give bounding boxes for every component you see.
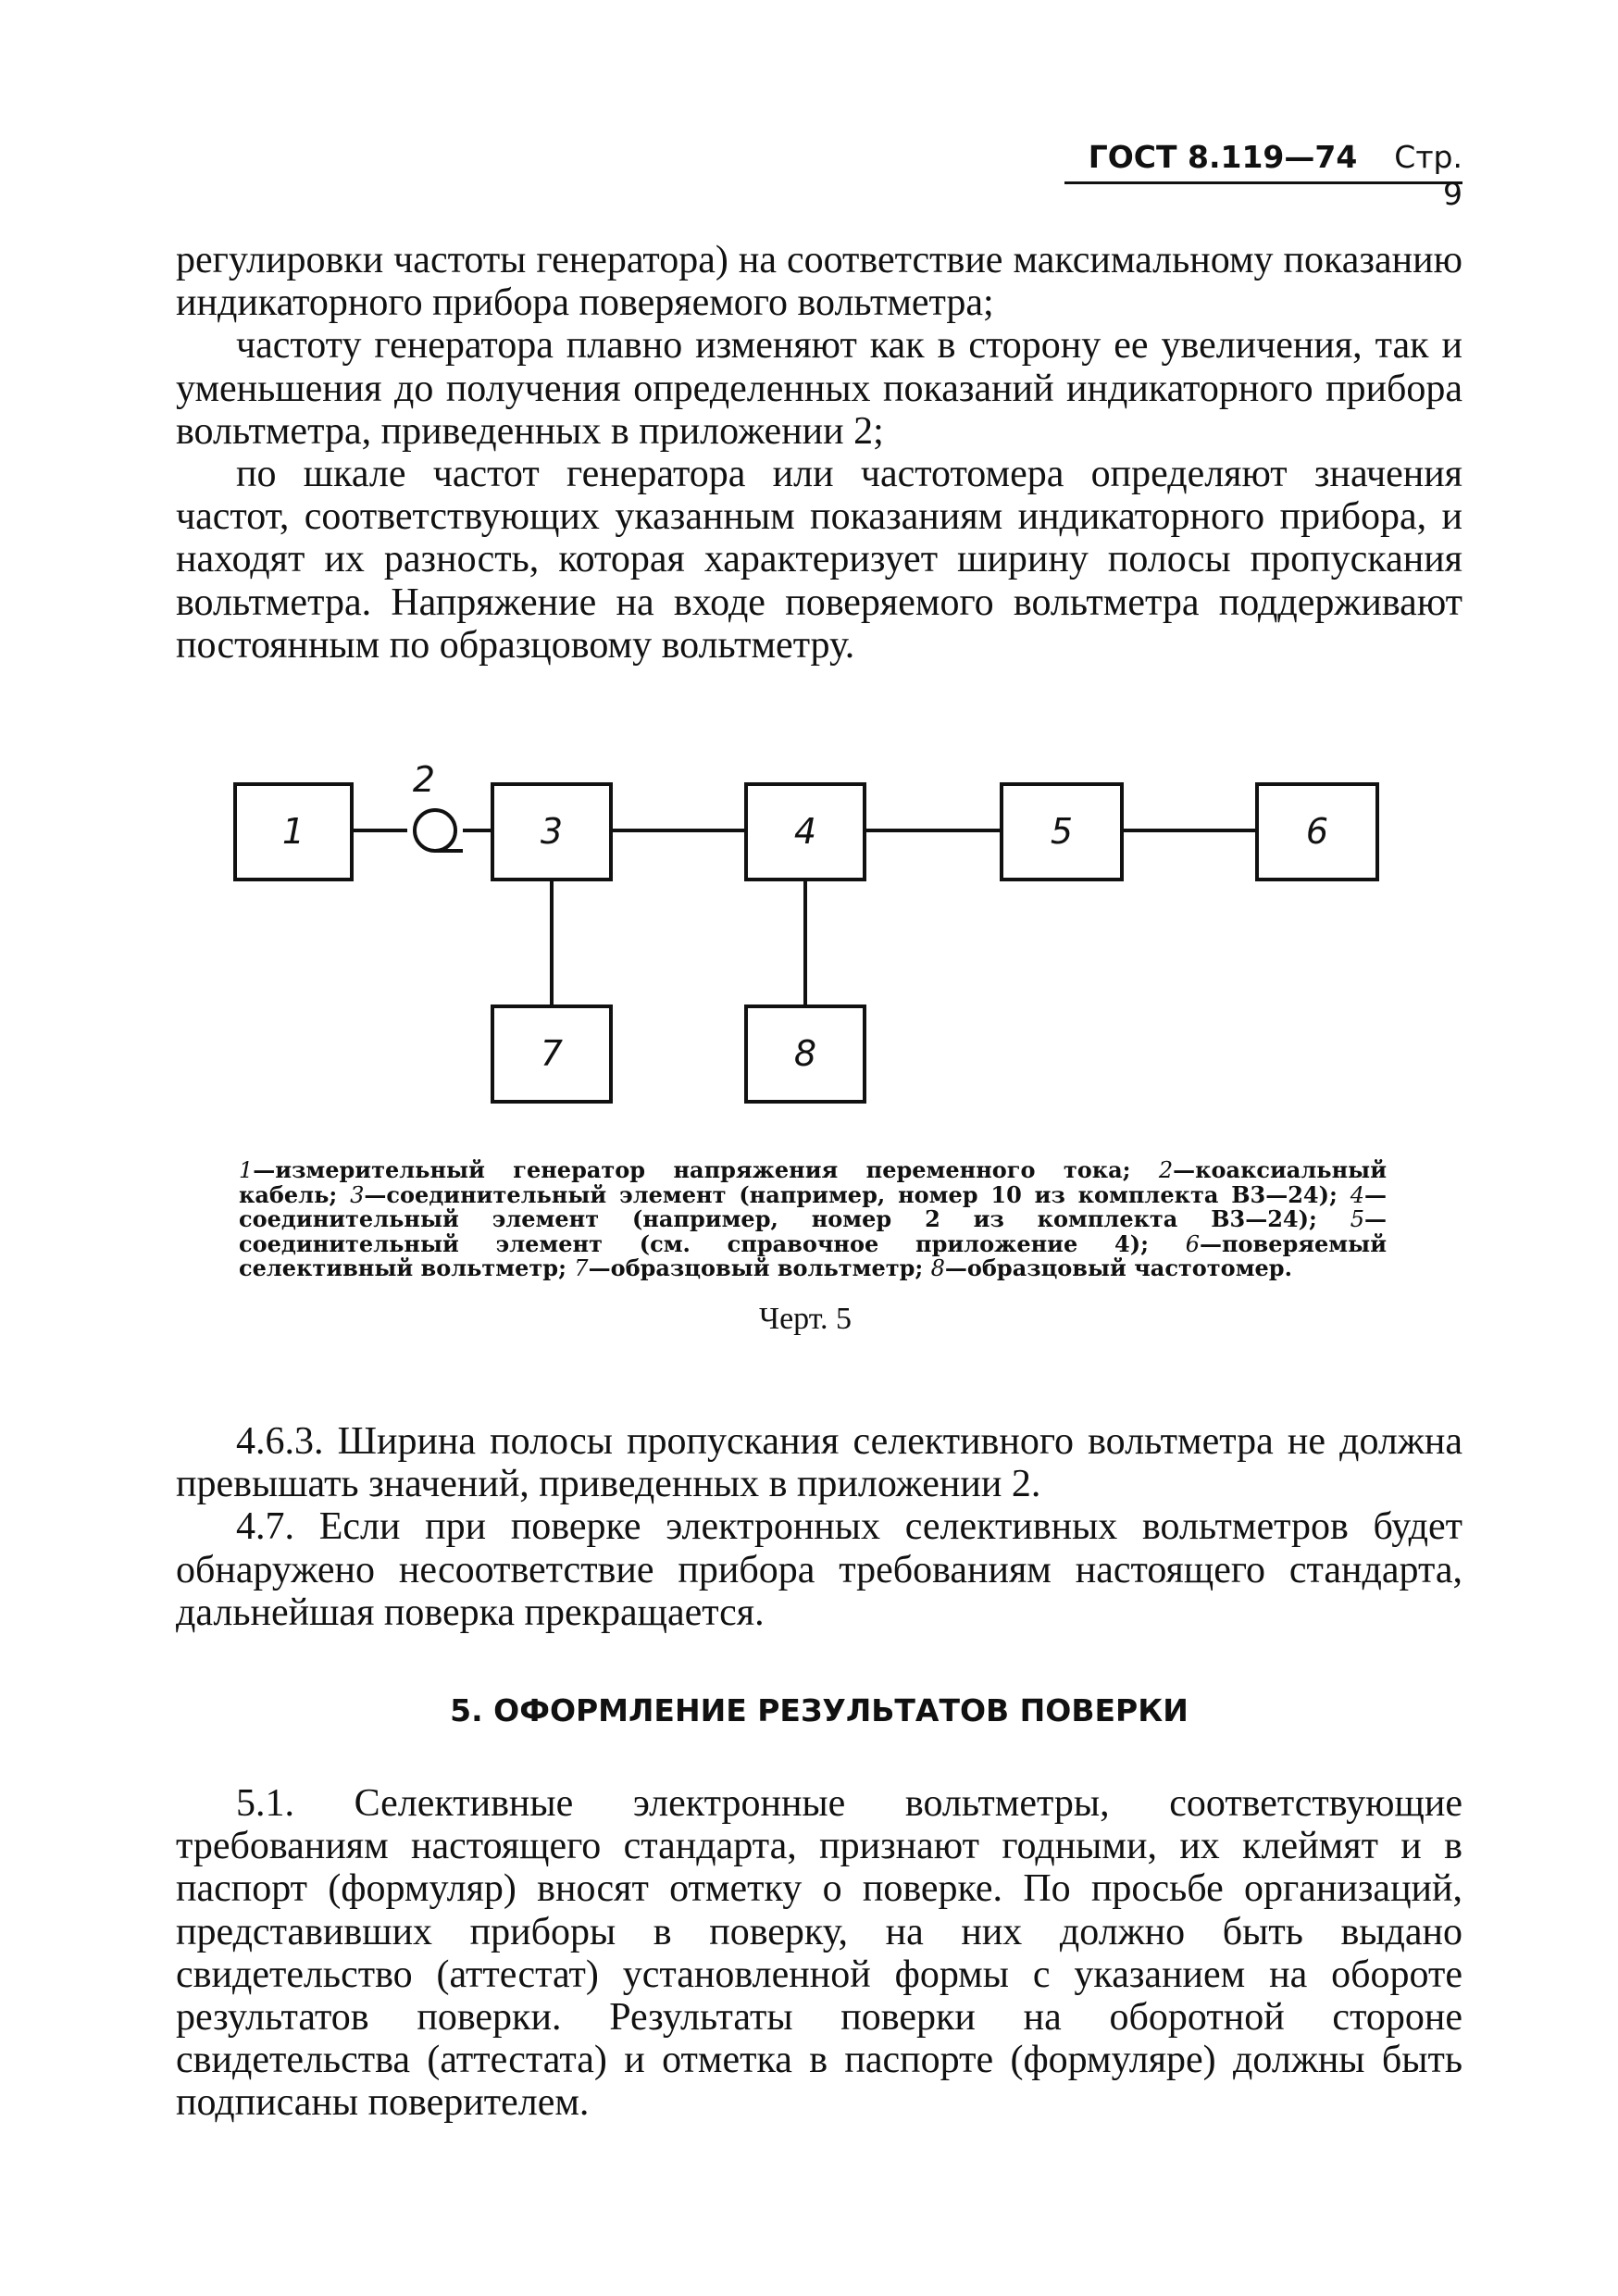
page-number: Стр. 9 [1394,139,1462,212]
legend-item: 8—образцовый частотомер. [930,1254,1292,1281]
legend-item: 3—соединительный элемент (например, номер 10 из комплекта В3—24); [350,1180,1338,1208]
block-3-label: 3 [540,811,564,852]
section-title: 5. ОФОРМЛЕНИЕ РЕЗУЛЬТАТОВ ПОВЕРКИ [450,1692,1189,1728]
block-1-label: 1 [281,811,305,852]
block-6-label: 6 [1305,811,1329,852]
paragraph: 4.6.3. Ширина полосы пропускания селективного вольтметра не должна превышать значений, приведенных в приложении 2. [176,1420,1462,1506]
paragraph: 5.1. Селективные электронные вольтметры, соответствующие требованиям настоящего стандарта, признают годными, их клеймят и в паспорт (формуляр) вносят отметку о поверке. По просьбе организаций, представивших приборы в поверку, на них должно быть выдано свидетельство (аттестат) установленной формы с указанием на обороте результатов поверки. Результаты поверки на оборотной стороне свидетельства (аттестата) и отметка в паспорте (формуляре) должны быть подписаны поверителем. [176,1782,1462,2125]
text-block-results [176,1782,1462,2125]
coaxial-cable-icon [415,810,455,851]
standard-number: ГОСТ 8.119—74 [1088,139,1358,175]
block-1 [235,784,352,880]
legend-item: 1—измерительный генератор напряжения переменного тока; [239,1156,1131,1183]
block-7-label: 7 [540,1033,564,1074]
block-3 [492,784,611,880]
cable-label: 2 [412,759,436,800]
block-4 [746,784,865,880]
legend-item: 4—соединительный элемент (например, номер 2 из комплекта В3—24); [239,1180,1387,1232]
legend-item: 2—коаксиальный кабель; [239,1156,1387,1208]
diagram-legend [239,1158,1387,1281]
text-block-clauses [176,1420,1462,1634]
text-block-procedure [176,239,1462,667]
paragraph: регулировки частоты генератора) на соответствие максимальному показанию индикаторного прибора поверяемого вольтметра; [176,239,1462,325]
block-8 [746,1006,865,1102]
block-6 [1257,784,1377,880]
block-4-label: 4 [793,811,817,852]
paragraph: частоту генератора плавно изменяют как в сторону ее увеличения, так и уменьшения до получения определенных показаний индикаторного прибора вольтметра, приведенных в приложении 2; [176,324,1462,453]
block-7 [492,1006,611,1102]
legend-item: 5—соединительный элемент (см. справочное приложение 4); [239,1205,1388,1257]
block-5 [1002,784,1122,880]
block-5-label: 5 [1050,811,1074,852]
legend-item: 7—образцовый вольтметр; [574,1254,924,1281]
legend-item: 6—поверяемый селективный вольтметр; [239,1229,1387,1281]
page-header [1064,139,1462,212]
paragraph: 4.7. Если при поверке электронных селективных вольтметров будет обнаружено несоответствие прибора требованиям настоящего стандарта, дальнейшая поверка прекращается. [176,1505,1462,1634]
paragraph: по шкале частот генератора или частотомера определяют значения частот, соответствующих указанным показаниям индикаторного прибора, и находят их разность, которая характеризует ширину полосы пропускания вольтметра. Напряжение на входе поверяемого вольтметра поддерживают постоянным по образцовому вольтметру. [176,453,1462,667]
figure-caption: Черт. 5 [758,1302,853,1336]
block-8-label: 8 [793,1033,817,1074]
